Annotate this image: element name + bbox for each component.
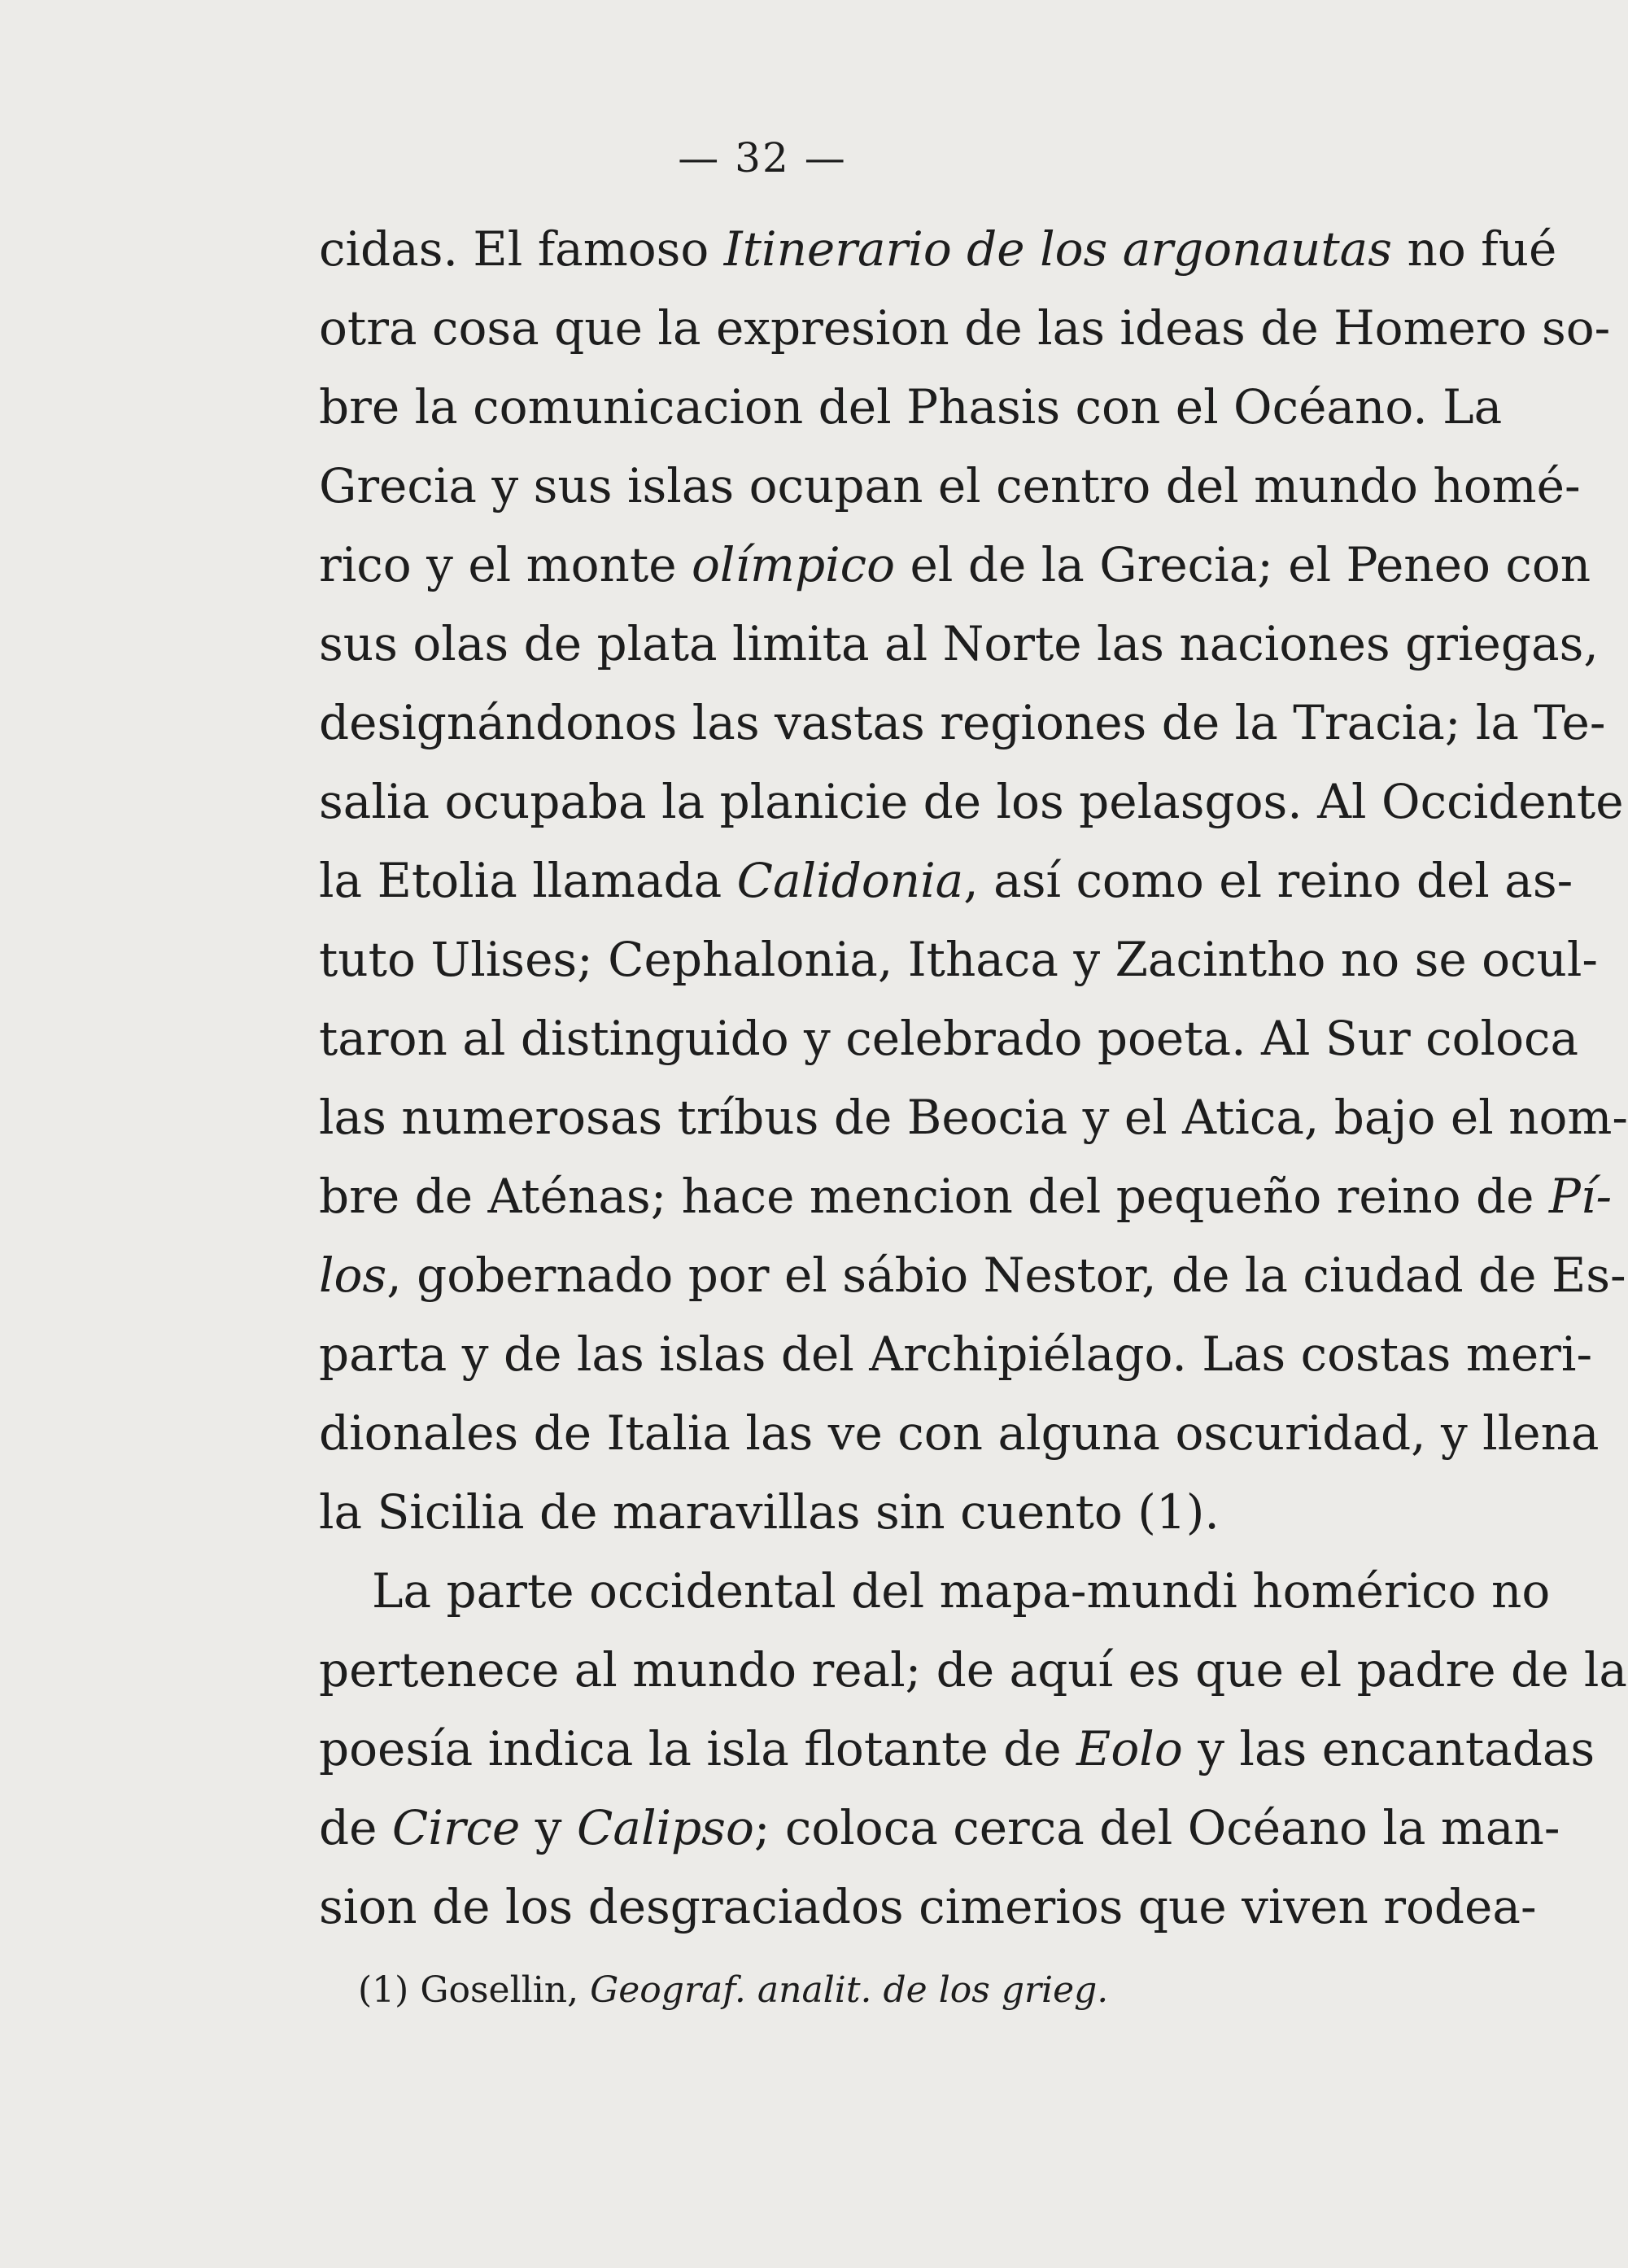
text-run: designándonos las vastas regiones de la Tracia; la Te- (319, 695, 1606, 750)
italic-run: Pí- (1548, 1169, 1613, 1224)
text-run: Grecia y sus islas ocupan el centro del mundo homé- (319, 458, 1581, 513)
text-run: el de la Grecia; el Peneo con (895, 537, 1591, 592)
footnote-italic-run: Geograf. analit. de los grieg. (590, 1969, 1109, 2011)
text-line (319, 684, 1606, 763)
text-line (319, 1315, 1593, 1394)
text-line (319, 1789, 1560, 1868)
text-line (319, 1236, 1626, 1315)
text-run: no fué (1392, 221, 1557, 277)
italic-run: Calipso (577, 1800, 754, 1855)
text-line (319, 920, 1599, 999)
text-run: La parte occidental del mapa-mundi homérico no (372, 1563, 1551, 1619)
footnote (358, 1969, 1108, 2011)
text-line (319, 368, 1503, 447)
text-line (319, 1868, 1537, 1947)
text-run: ; coloca cerca del Océano la man- (753, 1800, 1560, 1855)
text-run: poesía indica la isla flotante de (319, 1721, 1077, 1776)
text-line (319, 1631, 1627, 1710)
italic-run: Calidonia (736, 853, 964, 908)
text-line (319, 1552, 1551, 1631)
text-line (319, 841, 1573, 920)
italic-run: Itinerario de los argonautas (723, 221, 1393, 277)
text-line (319, 1473, 1377, 1552)
text-line (319, 1710, 1595, 1789)
text-run: la Etolia llamada (319, 853, 737, 908)
italic-run: Eolo (1076, 1721, 1183, 1776)
text-line (319, 1078, 1628, 1157)
text-line (319, 1157, 1613, 1236)
text-run: pertenece al mundo real; de aquí es que el padre de la (319, 1642, 1627, 1698)
text-run: rico y el monte (319, 537, 692, 592)
page-number: — 32 — (678, 134, 847, 181)
text-run: sion de los desgraciados cimerios que viven rodea- (319, 1879, 1537, 1934)
text-run: dionales de Italia las ve con alguna oscuridad, y llena (319, 1405, 1600, 1461)
text-run: cidas. El famoso (319, 221, 724, 277)
text-run: la Sicilia de maravillas sin cuento (1). (319, 1484, 1220, 1540)
text-run: salia ocupaba la planicie de los pelasgos. Al Occidente (319, 774, 1624, 829)
text-run: las numerosas tríbus de Beocia y el Atica, bajo el nom- (319, 1090, 1628, 1145)
body-text (319, 210, 1628, 1947)
italic-run: los (319, 1248, 387, 1303)
italic-run: olímpico (691, 537, 896, 592)
footnote-run: (1) Gosellin, (358, 1969, 591, 2011)
text-run: , gobernado por el sábio Nestor, de la ciudad de Es- (386, 1248, 1626, 1303)
text-line (319, 763, 1624, 841)
text-run: , así como el reino del as- (963, 853, 1573, 908)
text-run: bre la comunicacion del Phasis con el Océano. La (319, 379, 1503, 435)
text-run: taron al distinguido y celebrado poeta. Al Sur coloca (319, 1011, 1579, 1066)
text-line (319, 999, 1579, 1078)
text-run: y (520, 1800, 577, 1855)
text-run: bre de Aténas; hace mencion del pequeño reino de (319, 1169, 1549, 1224)
text-line (319, 605, 1599, 684)
text-line (319, 289, 1611, 368)
text-run: de (319, 1800, 392, 1855)
text-run: sus olas de plata limita al Norte las naciones griegas, (319, 616, 1599, 671)
text-line (319, 1394, 1600, 1473)
text-run: y las encantadas (1182, 1721, 1595, 1776)
text-run: tuto Ulises; Cephalonia, Ithaca y Zacintho no se ocul- (319, 932, 1599, 987)
text-line (319, 447, 1581, 526)
text-line (319, 526, 1591, 605)
text-run: otra cosa que la expresion de las ideas de Homero so- (319, 300, 1611, 356)
italic-run: Circe (391, 1800, 521, 1855)
text-line (319, 210, 1557, 289)
text-run: parta y de las islas del Archipiélago. Las costas meri- (319, 1326, 1593, 1382)
